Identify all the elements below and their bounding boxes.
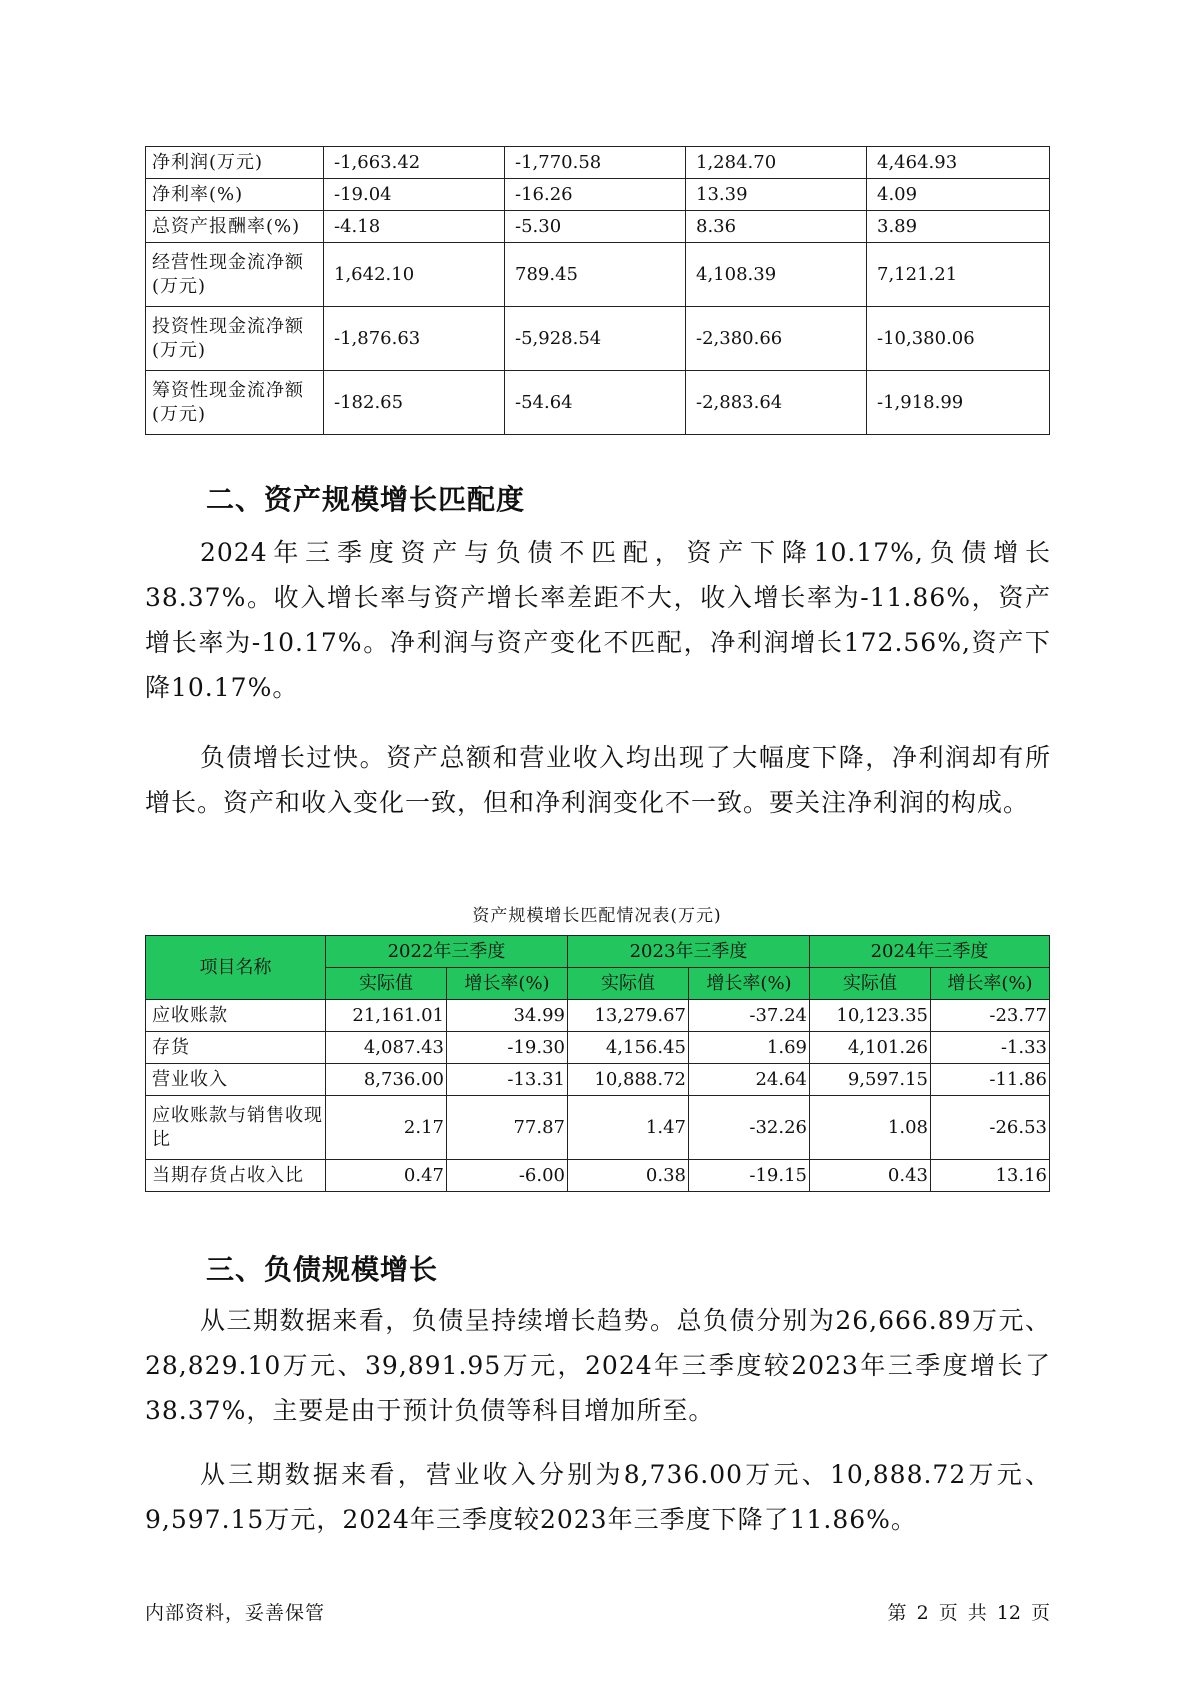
- table-cell: 3.89: [867, 211, 1050, 243]
- table-cell: -1,876.63: [324, 307, 505, 371]
- row-label: 经营性现金流净额(万元): [146, 243, 324, 307]
- table-cell: 8,736.00: [326, 1064, 447, 1096]
- table-cell: -37.24: [689, 1000, 810, 1032]
- table-cell: -5.30: [505, 211, 686, 243]
- period-header: 2024年三季度: [810, 936, 1050, 968]
- footer-confidential-note: 内部资料，妥善保管: [145, 1602, 326, 1624]
- table-cell: 0.47: [326, 1160, 447, 1192]
- table-cell: -16.26: [505, 179, 686, 211]
- table-cell: 4.09: [867, 179, 1050, 211]
- page-number: 第 2 页 共 12 页: [887, 1602, 1050, 1624]
- table-cell: 2.17: [326, 1096, 447, 1160]
- table-cell: 77.87: [447, 1096, 568, 1160]
- row-label: 应收账款: [146, 1000, 326, 1032]
- table-cell: 1.08: [810, 1096, 931, 1160]
- table-cell: 7,121.21: [867, 243, 1050, 307]
- table-cell: -5,928.54: [505, 307, 686, 371]
- growth-rate-header: 增长率(%): [689, 968, 810, 1000]
- table-row: [146, 147, 1050, 179]
- header-row: [146, 936, 1050, 968]
- table-cell: 1,284.70: [686, 147, 867, 179]
- table-cell: -26.53: [931, 1096, 1050, 1160]
- growth-rate-header: 增长率(%): [931, 968, 1050, 1000]
- table-row: [146, 1000, 1050, 1032]
- table-cell: 4,464.93: [867, 147, 1050, 179]
- table-cell: 1.69: [689, 1032, 810, 1064]
- table-row: [146, 1032, 1050, 1064]
- table-cell: -2,883.64: [686, 371, 867, 435]
- row-label: 存货: [146, 1032, 326, 1064]
- table-cell: 21,161.01: [326, 1000, 447, 1032]
- table-cell: -182.65: [324, 371, 505, 435]
- table-cell: 8.36: [686, 211, 867, 243]
- row-label: 净利率(%): [146, 179, 324, 211]
- table-cell: -10,380.06: [867, 307, 1050, 371]
- table-cell: -11.86: [931, 1064, 1050, 1096]
- table-cell: -1.33: [931, 1032, 1050, 1064]
- table-cell: 4,101.26: [810, 1032, 931, 1064]
- table-cell: -6.00: [447, 1160, 568, 1192]
- table-cell: -13.31: [447, 1064, 568, 1096]
- table-cell: 13.39: [686, 179, 867, 211]
- period-header: 2023年三季度: [568, 936, 810, 968]
- table-cell: -54.64: [505, 371, 686, 435]
- table-cell: -2,380.66: [686, 307, 867, 371]
- table-cell: 0.38: [568, 1160, 689, 1192]
- row-label: 筹资性现金流净额(万元): [146, 371, 324, 435]
- paragraph: 2024年三季度资产与负债不匹配，资产下降10.17%,负债增长38.37%。收入增长率与资产增长率差距不大，收入增长率为-11.86%，资产增长率为-10.17%。净利润与资产变化不匹配，净利润增长172.56%,资产下降10.17%。: [145, 538, 1051, 702]
- paragraph: 从三期数据来看，负债呈持续增长趋势。总负债分别为26,666.89万元、28,829.10万元、39,891.95万元，2024年三季度较2023年三季度增长了38.37%，主要是由于预计负债等科目增加所至。: [145, 1306, 1051, 1425]
- table-cell: 13,279.67: [568, 1000, 689, 1032]
- table-caption: 资产规模增长匹配情况表(万元): [472, 906, 722, 926]
- row-label: 净利润(万元): [146, 147, 324, 179]
- row-label: 应收账款与销售收现比: [146, 1096, 326, 1160]
- table-row: [146, 1064, 1050, 1096]
- actual-value-header: 实际值: [326, 968, 447, 1000]
- table-cell: 13.16: [931, 1160, 1050, 1192]
- row-label: 当期存货占收入比: [146, 1160, 326, 1192]
- table-cell: 34.99: [447, 1000, 568, 1032]
- table-cell: 4,156.45: [568, 1032, 689, 1064]
- table-cell: 24.64: [689, 1064, 810, 1096]
- row-label: 营业收入: [146, 1064, 326, 1096]
- table-cell: -19.30: [447, 1032, 568, 1064]
- financial-metrics-table: [145, 146, 1050, 435]
- table-cell: 1.47: [568, 1096, 689, 1160]
- paragraph: 从三期数据来看，营业收入分别为8,736.00万元、10,888.72万元、9,597.15万元，2024年三季度较2023年三季度下降了11.86%。: [145, 1460, 1051, 1534]
- table-cell: -1,918.99: [867, 371, 1050, 435]
- table-row: [146, 243, 1050, 307]
- paragraph: 负债增长过快。资产总额和营业收入均出现了大幅度下降，净利润却有所增长。资产和收入变化一致，但和净利润变化不一致。要关注净利润的构成。: [145, 743, 1051, 817]
- table-row: [146, 179, 1050, 211]
- table-cell: -4.18: [324, 211, 505, 243]
- table-cell: 789.45: [505, 243, 686, 307]
- row-label: 投资性现金流净额(万元): [146, 307, 324, 371]
- table-cell: 10,888.72: [568, 1064, 689, 1096]
- table-cell: -23.77: [931, 1000, 1050, 1032]
- section-heading: 二、资产规模增长匹配度: [206, 483, 526, 516]
- section-heading: 三、负债规模增长: [206, 1253, 439, 1286]
- table-cell: -19.04: [324, 179, 505, 211]
- table-row: [146, 1096, 1050, 1160]
- actual-value-header: 实际值: [568, 968, 689, 1000]
- table-cell: 4,108.39: [686, 243, 867, 307]
- table-cell: -1,770.58: [505, 147, 686, 179]
- table-cell: 0.43: [810, 1160, 931, 1192]
- table-cell: 4,087.43: [326, 1032, 447, 1064]
- period-header: 2022年三季度: [326, 936, 568, 968]
- table-cell: 9,597.15: [810, 1064, 931, 1096]
- asset-growth-table: [145, 935, 1050, 1192]
- table-cell: -19.15: [689, 1160, 810, 1192]
- table-row: [146, 371, 1050, 435]
- table-cell: -32.26: [689, 1096, 810, 1160]
- table-cell: 1,642.10: [324, 243, 505, 307]
- table-cell: -1,663.42: [324, 147, 505, 179]
- growth-rate-header: 增长率(%): [447, 968, 568, 1000]
- row-label: 总资产报酬率(%): [146, 211, 324, 243]
- table-row: [146, 307, 1050, 371]
- table-row: [146, 211, 1050, 243]
- table-cell: 10,123.35: [810, 1000, 931, 1032]
- table-row: [146, 1160, 1050, 1192]
- actual-value-header: 实际值: [810, 968, 931, 1000]
- item-name-header: 项目名称: [146, 936, 326, 1000]
